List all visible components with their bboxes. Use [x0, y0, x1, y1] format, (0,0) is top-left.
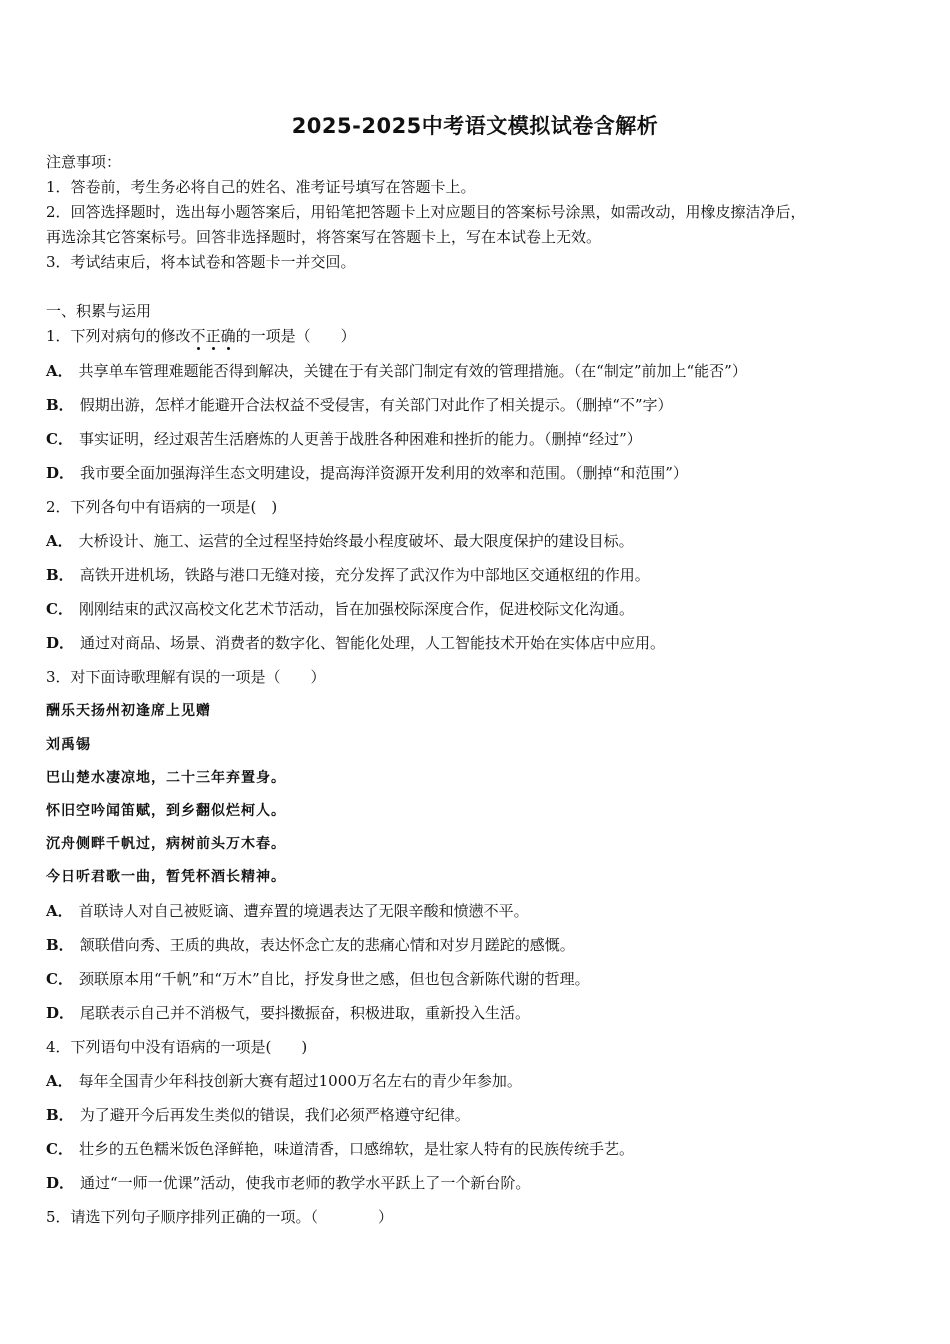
option-key: B．: [46, 936, 74, 954]
question-3-option-d: [46, 1003, 530, 1023]
option-key: C．: [46, 600, 73, 618]
question-3-stem: 3．对下面诗歌理解有误的一项是（ ）: [46, 668, 326, 686]
poem-line: 今日听君歌一曲，暂凭杯酒长精神。: [46, 869, 286, 885]
question-2-stem: 2．下列各句中有语病的一项是( ): [46, 498, 278, 516]
question-4-option-b: [46, 1105, 470, 1125]
question-1-option-c: [46, 429, 642, 449]
notice-item: 2．回答选择题时，选出每小题答案后，用铅笔把答题卡上对应题目的答案标号涂黑，如需改动，用橡皮擦洁净后，: [46, 203, 806, 221]
stem-text: 1．下列对病句的修改: [46, 327, 191, 345]
question-3-option-c: [46, 969, 590, 989]
question-2-option-c: [46, 599, 634, 619]
question-2-option-a: [46, 531, 634, 551]
question-4-option-c: [46, 1139, 634, 1159]
notice-heading: 注意事项：: [46, 153, 122, 171]
poem-line: 巴山楚水凄凉地，二十三年弃置身。: [46, 770, 286, 786]
option-text: 壮乡的五色糯米饭色泽鲜艳，味道清香，口感绵软，是壮家人特有的民族传统手艺。: [78, 1140, 634, 1158]
section-title: 一、积累与运用: [46, 302, 152, 320]
question-4-option-d: [46, 1173, 530, 1193]
poem-title: 酬乐天扬州初逢席上见赠: [46, 703, 211, 719]
option-key: C．: [46, 1140, 73, 1158]
option-key: B．: [46, 396, 74, 414]
option-key: D．: [46, 1004, 75, 1022]
question-3-option-a: [46, 901, 529, 921]
notice-item: 再选涂其它答案标号。回答非选择题时，将答案写在答题卡上，写在本试卷上无效。: [46, 228, 602, 246]
option-key: D．: [46, 464, 75, 482]
option-text: 假期出游，怎样才能避开合法权益不受侵害，有关部门对此作了相关提示。（删掉“不”字）: [79, 396, 673, 414]
question-4-option-a: [46, 1071, 522, 1091]
question-2-option-b: [46, 565, 650, 585]
option-text: 为了避开今后再发生类似的错误，我们必须严格遵守纪律。: [79, 1106, 470, 1124]
notice-item: 3．考试结束后，将本试卷和答题卡一并交回。: [46, 253, 356, 271]
poem-line: 怀旧空吟闻笛赋，到乡翻似烂柯人。: [46, 803, 286, 819]
option-key: C．: [46, 970, 73, 988]
option-key: A．: [46, 902, 73, 920]
option-key: D．: [46, 1174, 75, 1192]
question-3-option-b: [46, 935, 575, 955]
option-text: 我市要全面加强海洋生态文明建设，提高海洋资源开发利用的效率和范围。（删掉“和范围”）: [80, 464, 688, 482]
option-key: B．: [46, 566, 74, 584]
option-text: 共享单车管理难题能否得到解决，关键在于有关部门制定有效的管理措施。（在“制定”前加上“能否”）: [78, 362, 747, 380]
emphasis-char: 不: [190, 327, 206, 345]
option-key: B．: [46, 1106, 74, 1124]
stem-text: 的一项是（ ）: [235, 327, 356, 345]
option-text: 首联诗人对自己被贬谪、遭弃置的境遇表达了无限辛酸和愤懑不平。: [78, 902, 529, 920]
poem-line: 沉舟侧畔千帆过，病树前头万木春。: [46, 836, 286, 852]
option-text: 事实证明，经过艰苦生活磨炼的人更善于战胜各种困难和挫折的能力。（删掉“经过”）: [78, 430, 642, 448]
option-text: 大桥设计、施工、运营的全过程坚持始终最小程度破坏、最大限度保护的建设目标。: [78, 532, 634, 550]
option-text: 颔联借向秀、王质的典故，表达怀念亡友的悲痛心情和对岁月蹉跎的感慨。: [79, 936, 575, 954]
emphasis-char: 正: [205, 327, 221, 345]
question-4-stem: 4．下列语句中没有语病的一项是( ): [46, 1038, 308, 1056]
emphasis-char: 确: [220, 327, 236, 345]
option-key: D．: [46, 634, 75, 652]
notice-item: 1．答卷前，考生务必将自己的姓名、准考证号填写在答题卡上。: [46, 178, 476, 196]
option-key: C．: [46, 430, 73, 448]
document-title: 2025-2025中考语文模拟试卷含解析: [291, 114, 659, 138]
option-text: 刚刚结束的武汉高校文化艺术节活动，旨在加强校际深度合作，促进校际文化沟通。: [78, 600, 634, 618]
option-text: 尾联表示自己并不消极气，要抖擞振奋，积极进取，重新投入生活。: [80, 1004, 531, 1022]
option-key: A．: [46, 532, 73, 550]
question-2-option-d: [46, 633, 665, 653]
question-5-stem: 5．请选下列句子顺序排列正确的一项。（ ）: [46, 1208, 394, 1226]
question-1-option-b: [46, 395, 673, 415]
question-1-stem: [46, 326, 356, 346]
question-1-option-a: [46, 361, 747, 381]
option-key: A．: [46, 362, 73, 380]
option-text: 每年全国青少年科技创新大赛有超过1000万名左右的青少年参加。: [78, 1072, 522, 1090]
question-1-option-d: [46, 463, 688, 483]
option-text: 颈联原本用“千帆”和“万木”自比，抒发身世之感，但也包含新陈代谢的哲理。: [78, 970, 590, 988]
option-text: 通过对商品、场景、消费者的数字化、智能化处理，人工智能技术开始在实体店中应用。: [80, 634, 666, 652]
option-text: 高铁开进机场，铁路与港口无缝对接，充分发挥了武汉作为中部地区交通枢纽的作用。: [79, 566, 650, 584]
poem-author: 刘禹锡: [46, 737, 91, 753]
option-key: A．: [46, 1072, 73, 1090]
option-text: 通过“一师一优课”活动，使我市老师的教学水平跃上了一个新台阶。: [80, 1174, 531, 1192]
